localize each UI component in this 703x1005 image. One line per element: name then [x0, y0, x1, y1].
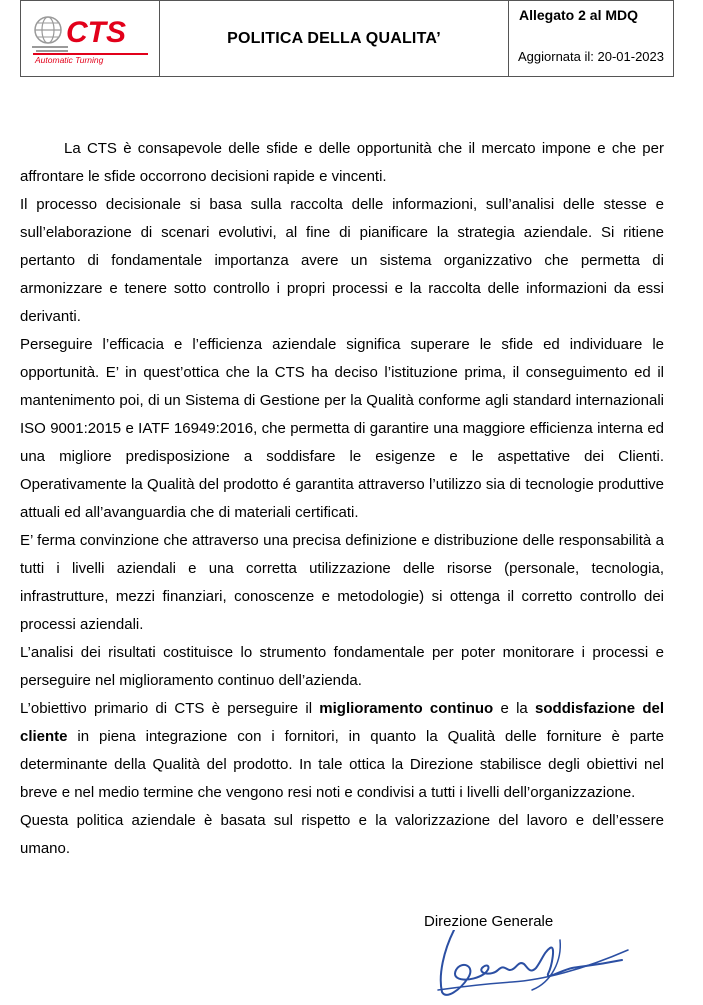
paragraph-2: Il processo decisionale si basa sulla raccolta delle informazioni, sull’analisi delle stesse e sull’elaborazione di scenari evolutivi, al fine di pianificare la strategia aziendale. Si ritiene pertanto di fondamentale importanza avere un sistema organizzativo che permetta di armonizzare e tenere sotto controllo i propri processi e la raccolta delle informazioni da essi derivanti. [20, 196, 664, 325]
p6-bold-customer-satisfaction: soddisfazione del cliente [20, 700, 664, 745]
p6-text-a: L’obiettivo primario di CTS è perseguire il [20, 700, 320, 717]
logo-text: CTS [66, 16, 126, 49]
paragraph-5: L’analisi dei risultati costituisce lo strumento fondamentale per poter monitorare i processi e perseguire nel miglioramento continuo dell’azienda. [20, 644, 664, 689]
cts-logo [30, 10, 151, 66]
paragraph-7: Questa politica aziendale è basata sul rispetto e la valorizzazione del lavoro e dell’essere umano. [20, 812, 664, 857]
p6-bold-continuous-improvement: miglioramento continuo [319, 700, 494, 717]
title-cell [160, 1, 509, 77]
attachment-label: Allegato 2 al MDQ [519, 7, 639, 23]
p6-text-e: in piena integrazione con i fornitori, in quanto la Qualità delle forniture è parte determinante della Qualità del prodotto. In tale ottica la Direzione stabilisce degli obiettivi nel breve e nel medio termine che vengono resi noti e condivisi a tutti i livelli dell’organizzazione. [20, 728, 664, 801]
logo-subtitle: Automatic Turning [35, 55, 104, 65]
paragraph-3: Perseguire l’efficacia e l’efficienza aziendale significa superare le sfide ed individuare le opportunità. E’ in quest’ottica che la CTS ha deciso l’istituzione prima, il conseguimento ed il mantenimento poi, di un Sistema di Gestione per la Qualità conforme agli standard internazionali ISO 9001:2015 e IATF 16949:2016, che permetta di garantire una maggiore efficienza interna ed una migliore predisposizione a soddisfare le esigenze e le aspettative dei Clienti. Operativamente la Qualità del prodotto é garantita attraverso l’utilizzo sia di tecnologie produttive attuali ed all’avanguardia che di materiali certificati. [20, 336, 664, 521]
info-cell [509, 1, 674, 77]
paragraph-6 [20, 695, 664, 807]
globe-icon [35, 17, 61, 43]
paragraph-1: La CTS è consapevole delle sfide e delle opportunità che il mercato impone e che per affrontare le sfide occorrono decisioni rapide e vincenti. [20, 140, 664, 185]
policy-text [20, 135, 664, 863]
updated-date: Aggiornata il: 20-01-2023 [518, 49, 664, 64]
paragraph-4: E’ ferma convinzione che attraverso una precisa definizione e distribuzione delle responsabilità a tutti i livelli aziendali e una corretta utilizzazione delle risorse (personale, tecnologia, infrastrutture, mezzi finanziari, conoscenze e metodologie) si ottenga il corretto controllo dei processi aziendali. [20, 532, 664, 633]
signature-label: Direzione Generale [424, 913, 554, 930]
document-title: POLITICA DELLA QUALITA’ [227, 29, 441, 47]
p6-text-c: e la [493, 700, 536, 717]
handwritten-signature [432, 930, 632, 1005]
